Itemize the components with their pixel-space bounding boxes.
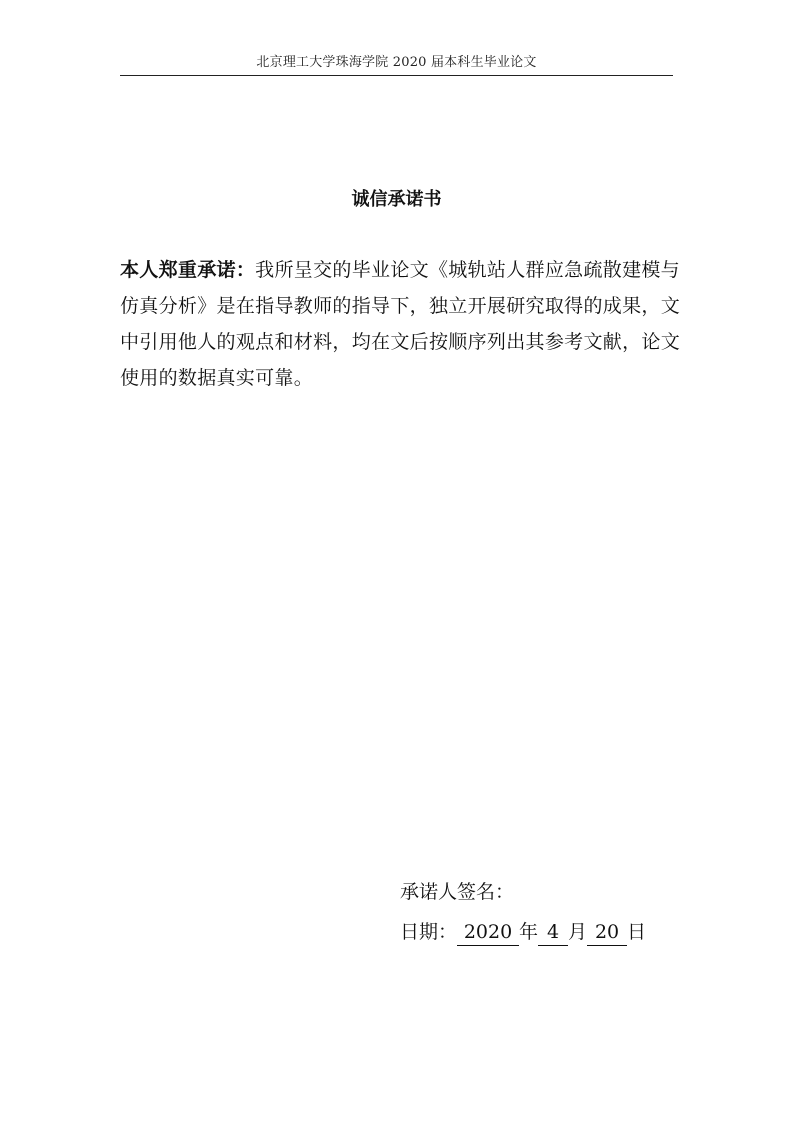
date-year: 2020	[457, 919, 519, 946]
signature-label: 承诺人签名：	[400, 881, 515, 903]
page-header: 北京理工大学珠海学院 2020 届本科生毕业论文	[256, 55, 537, 70]
statement-body: 我所呈交的毕业论文《城轨站人群应急疏散建模与仿真分析》是在指导教师的指导下，独立开展研究取得的成果，文中引用他人的观点和材料，均在文后按顺序列出其参考文献，论文使用的数据真实可靠。	[120, 259, 680, 389]
date-day: 20	[587, 919, 627, 946]
date-day-unit: 日	[627, 921, 647, 943]
statement-lead: 本人郑重承诺：	[120, 259, 256, 281]
date-year-unit: 年	[519, 921, 539, 943]
date-line	[400, 912, 700, 952]
signature-block	[400, 872, 700, 952]
statement-paragraph	[120, 252, 680, 396]
date-month-unit: 月	[568, 921, 588, 943]
date-month: 4	[538, 919, 568, 946]
page-title: 诚信承诺书	[351, 189, 442, 210]
signature-line	[400, 872, 700, 912]
header-rule	[120, 75, 673, 76]
date-label: 日期：	[400, 921, 458, 943]
